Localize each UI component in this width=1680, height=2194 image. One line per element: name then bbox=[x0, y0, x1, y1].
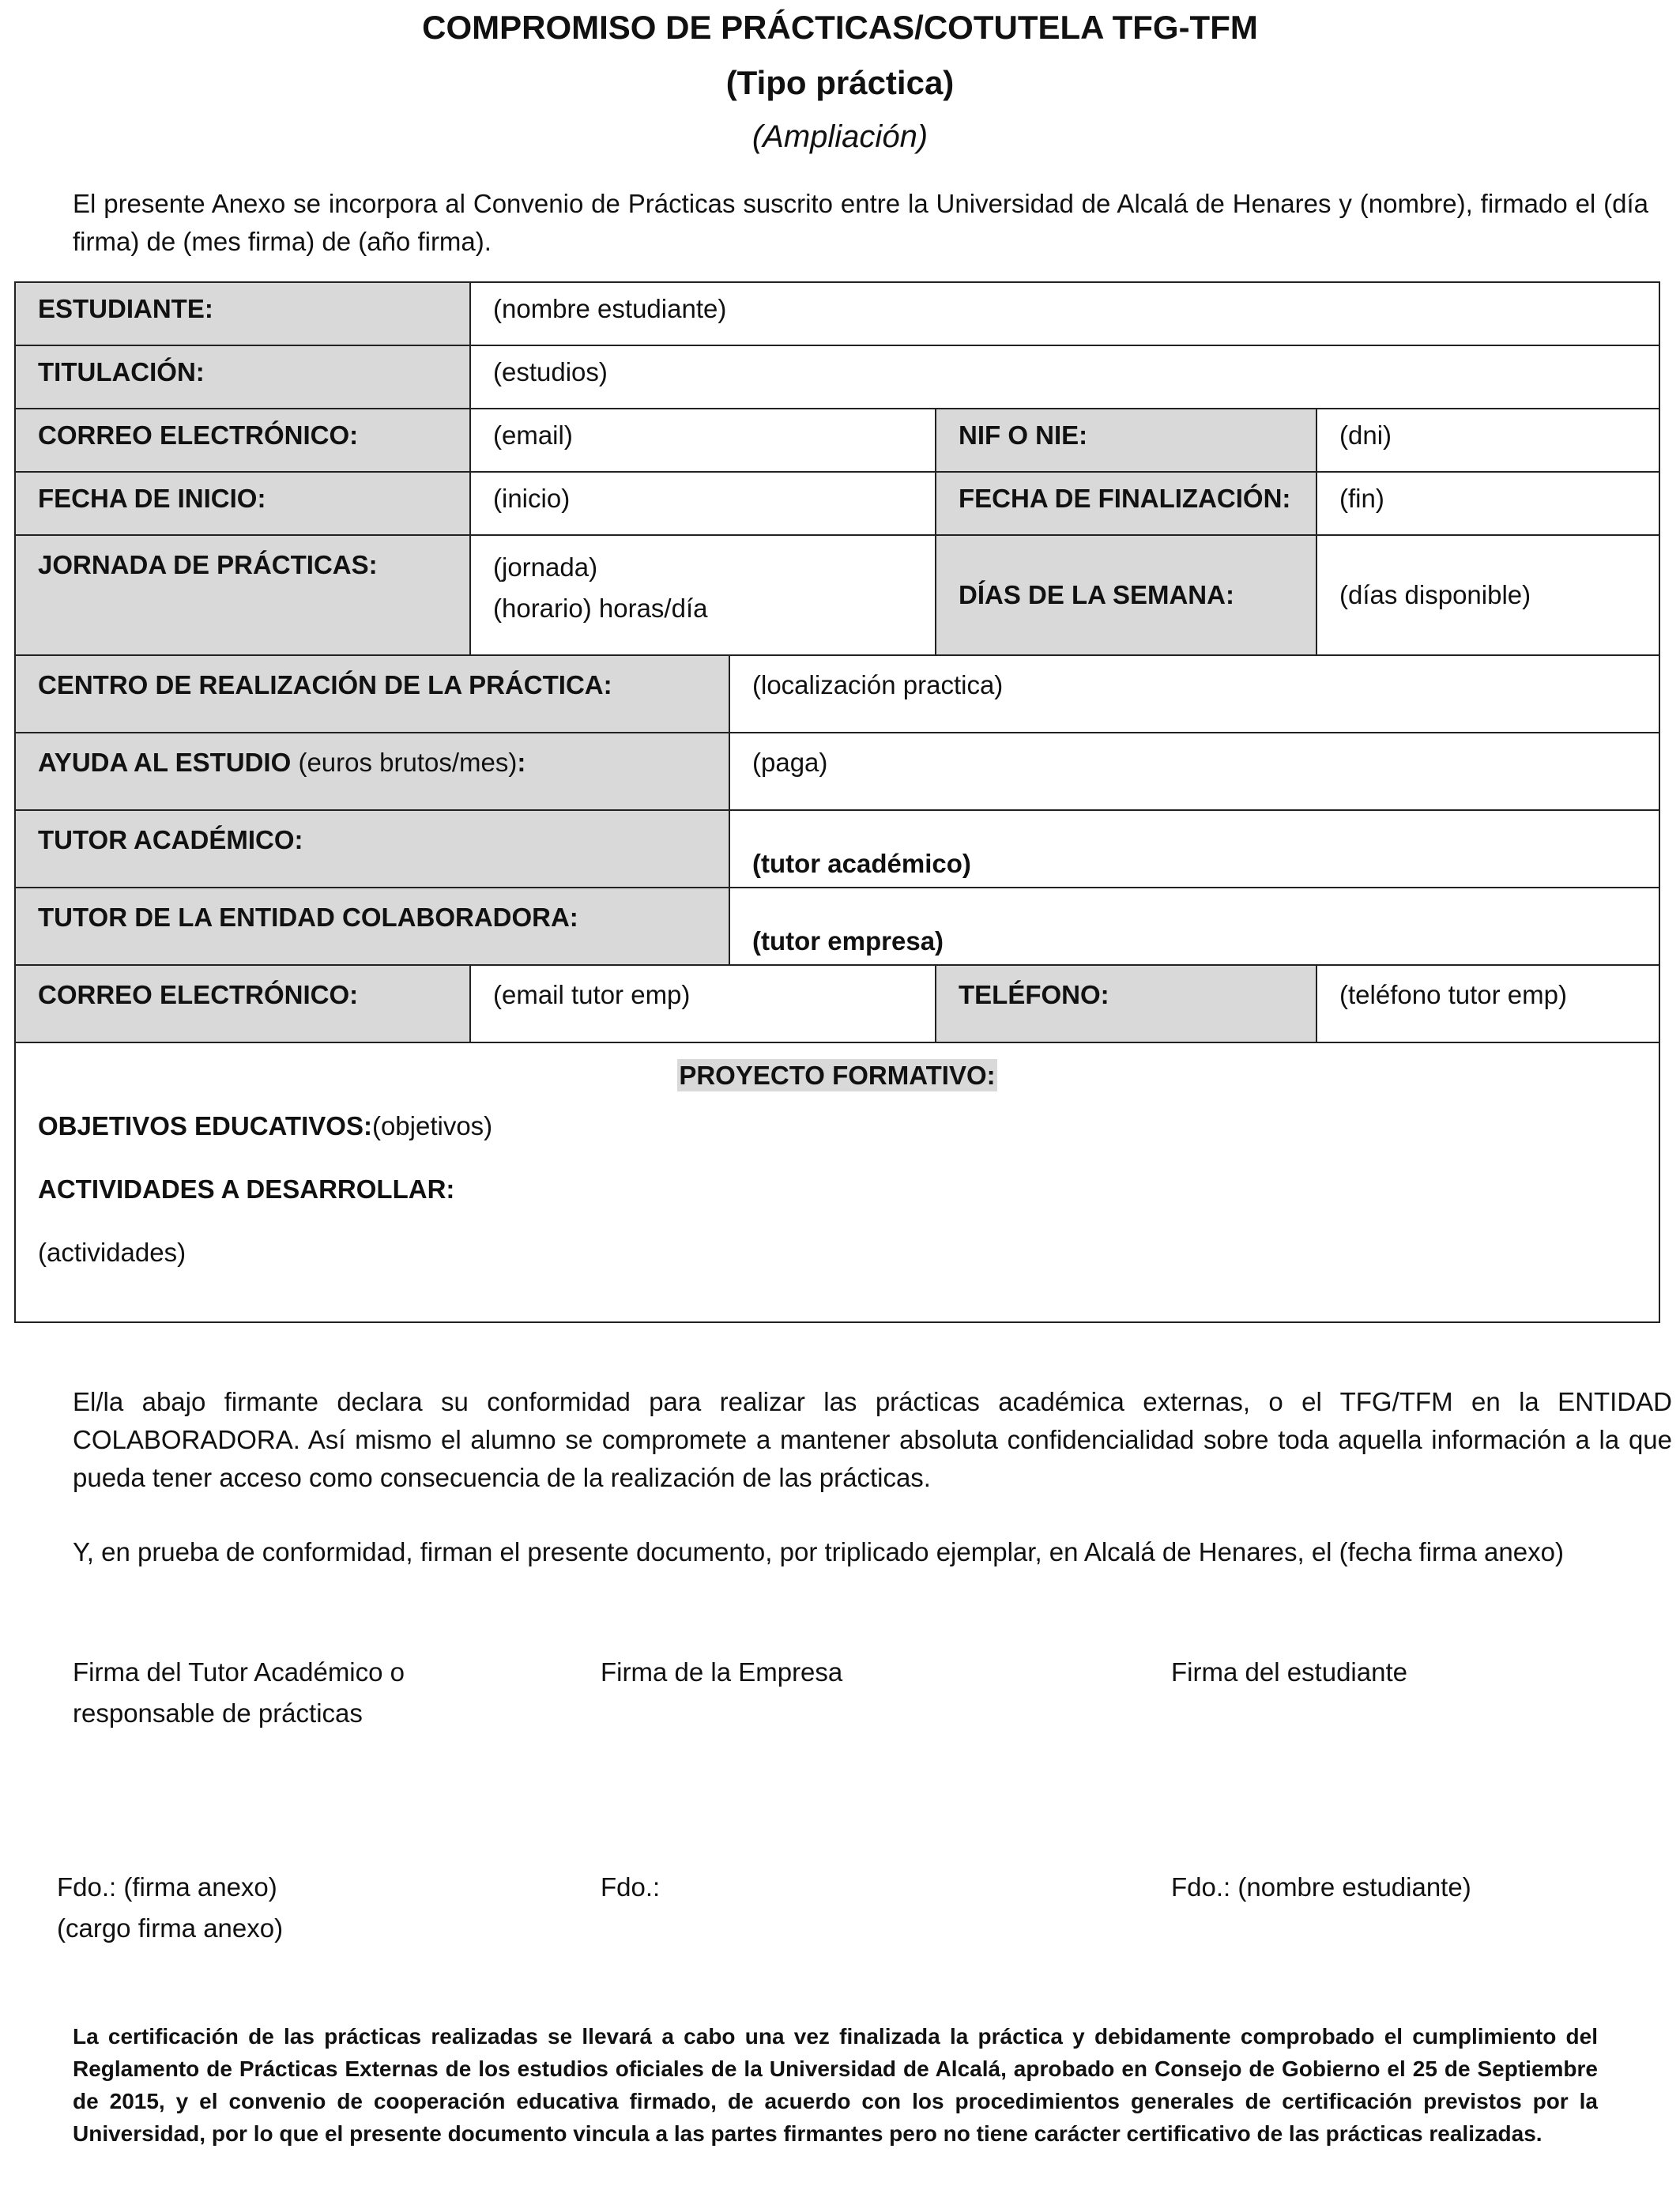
academic-signer-role: (cargo firma anexo) bbox=[57, 1913, 284, 1943]
objectives-label: OBJETIVOS EDUCATIVOS: bbox=[38, 1111, 372, 1140]
academic-signature-line2: responsable de prácticas bbox=[73, 1698, 363, 1728]
document-header bbox=[0, 8, 1680, 156]
training-project-section bbox=[16, 1043, 1659, 1321]
table-row bbox=[16, 283, 1659, 346]
nif-label: NIF O NIE: bbox=[936, 409, 1317, 471]
table-row bbox=[16, 536, 1659, 656]
company-signature-caption: Firma de la Empresa bbox=[601, 1657, 843, 1687]
conformity-paragraph: Y, en prueba de conformidad, firman el presente documento, por triplicado ejemplar, en Alcalá de Henares, el (fecha firma anexo) bbox=[73, 1537, 1564, 1566]
table-row bbox=[16, 811, 1659, 888]
objectives-line bbox=[38, 1108, 492, 1144]
objectives-value: (objetivos) bbox=[371, 1111, 493, 1140]
academic-signature-caption bbox=[73, 1652, 405, 1734]
company-tutor-label: TUTOR DE LA ENTIDAD COLABORADORA: bbox=[16, 888, 730, 964]
start-date-label: FECHA DE INICIO: bbox=[16, 473, 471, 534]
schedule-hours: (jornada) bbox=[493, 552, 598, 582]
phone-value: (teléfono tutor emp) bbox=[1317, 966, 1659, 1042]
table-row bbox=[16, 733, 1659, 811]
nif-value: (dni) bbox=[1317, 409, 1659, 471]
project-title: PROYECTO FORMATIVO: bbox=[679, 1061, 996, 1090]
table-row bbox=[16, 966, 1659, 1043]
declaration-paragraph: El/la abajo firmante declara su conformidad para realizar las prácticas académica externas, o el TFG/TFM en la ENTIDAD COLABORADORA. Así mismo el alumno se compromete a mantener absoluta confidencialidad sobre toda aquella información a la que pueda tener acceso como consecuencia de la realización de las prácticas. bbox=[73, 1387, 1672, 1492]
schedule-value bbox=[471, 536, 936, 654]
table-row bbox=[16, 346, 1659, 409]
student-signer: Fdo.: (nombre estudiante) bbox=[1171, 1872, 1471, 1902]
table-row bbox=[16, 473, 1659, 536]
table-row bbox=[16, 656, 1659, 733]
internship-table bbox=[14, 281, 1660, 1323]
email-value: (email) bbox=[471, 409, 936, 471]
company-tutor-value: (tutor empresa) bbox=[730, 888, 1659, 964]
table-row bbox=[16, 409, 1659, 473]
tutor-email-label: CORREO ELECTRÓNICO: bbox=[16, 966, 471, 1042]
center-label: CENTRO DE REALIZACIÓN DE LA PRÁCTICA: bbox=[16, 656, 730, 732]
degree-label: TITULACIÓN: bbox=[16, 346, 471, 408]
aid-label-colon: : bbox=[517, 748, 526, 777]
certification-footnote: La certificación de las prácticas realizadas se llevará a cabo una vez finalizada la práctica y debidamente comprobado el cumplimiento del Reglamento de Prácticas Externas de los estudios oficiales de la Universidad de Alcalá, aprobado en Consejo de Gobierno el 25 de Septiembre de 2015, y el convenio de cooperación educativa firmado, de acuerdo con los procedimientos generales de certificación previstos por la Universidad, por lo que el presente documento vincula a las partes firmantes pero no tiene carácter certificativo de las prácticas realizadas. bbox=[73, 2024, 1598, 2146]
academic-signer bbox=[57, 1867, 283, 1949]
aid-label-unit: (euros brutos/mes) bbox=[291, 748, 518, 777]
aid-label bbox=[16, 733, 730, 809]
academic-signer-name: Fdo.: (firma anexo) bbox=[57, 1872, 277, 1902]
aid-label-main: AYUDA AL ESTUDIO bbox=[38, 748, 292, 777]
document-subtitle: (Ampliación) bbox=[751, 119, 929, 154]
degree-value: (estudios) bbox=[471, 346, 1659, 408]
student-value: (nombre estudiante) bbox=[471, 283, 1659, 345]
end-date-value: (fin) bbox=[1317, 473, 1659, 534]
practice-type: (Tipo práctica) bbox=[725, 64, 955, 101]
days-label: DÍAS DE LA SEMANA: bbox=[936, 536, 1317, 654]
phone-label: TELÉFONO: bbox=[936, 966, 1317, 1042]
days-value: (días disponible) bbox=[1317, 536, 1659, 654]
aid-value: (paga) bbox=[730, 733, 1659, 809]
academic-tutor-value: (tutor académico) bbox=[730, 811, 1659, 887]
student-label: ESTUDIANTE: bbox=[16, 283, 471, 345]
center-value: (localización practica) bbox=[730, 656, 1659, 732]
schedule-time: (horario) horas/día bbox=[493, 594, 708, 623]
document-title: COMPROMISO DE PRÁCTICAS/COTUTELA TFG-TFM bbox=[422, 9, 1258, 46]
email-label: CORREO ELECTRÓNICO: bbox=[16, 409, 471, 471]
activities-label: ACTIVIDADES A DESARROLLAR: bbox=[38, 1174, 455, 1204]
academic-tutor-label: TUTOR ACADÉMICO: bbox=[16, 811, 730, 887]
company-signer: Fdo.: bbox=[601, 1872, 661, 1902]
student-signature-caption: Firma del estudiante bbox=[1171, 1657, 1407, 1687]
activities-value: (actividades) bbox=[38, 1238, 186, 1267]
schedule-label: JORNADA DE PRÁCTICAS: bbox=[16, 536, 471, 654]
end-date-label: FECHA DE FINALIZACIÓN: bbox=[936, 473, 1317, 534]
project-heading bbox=[16, 1061, 1659, 1091]
table-row bbox=[16, 888, 1659, 966]
intro-paragraph: El presente Anexo se incorpora al Convenio de Prácticas suscrito entre la Universidad de Alcalá de Henares y (nombre), firmado el (día firma) de (mes firma) de (año firma). bbox=[73, 189, 1648, 256]
start-date-value: (inicio) bbox=[471, 473, 936, 534]
academic-signature-line1: Firma del Tutor Académico o bbox=[73, 1657, 405, 1687]
tutor-email-value: (email tutor emp) bbox=[471, 966, 936, 1042]
